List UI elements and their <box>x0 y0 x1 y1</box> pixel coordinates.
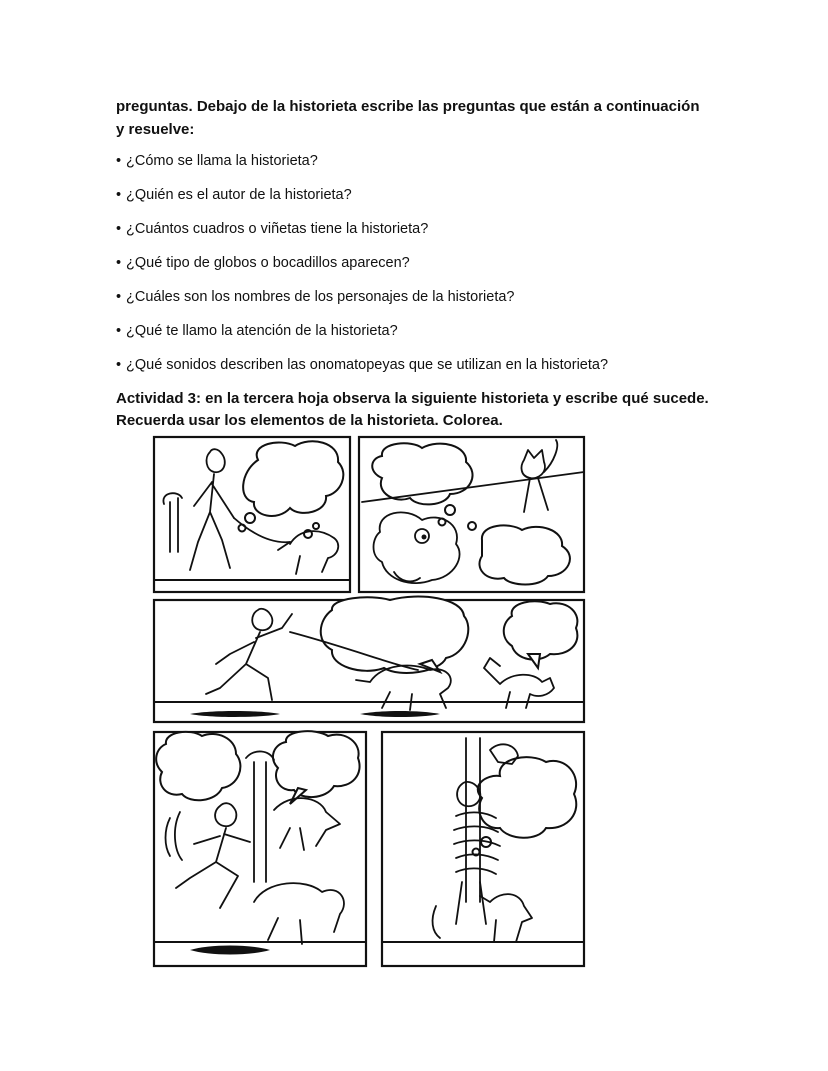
intro-line-2: y resuelve: <box>116 121 195 138</box>
question-text: ¿Qué te llamo la atención de la historieta? <box>126 323 398 339</box>
activity-line-2: Recuerda usar los elementos de la historieta. Colorea. <box>116 412 503 429</box>
question-text: ¿Quién es el autor de la historieta? <box>126 187 352 203</box>
bullet-icon: • <box>116 255 122 271</box>
question-text: ¿Qué tipo de globos o bocadillos aparecen? <box>126 255 410 271</box>
list-item <box>116 252 736 286</box>
comic-panel-1 <box>154 437 350 592</box>
list-item <box>116 320 736 354</box>
list-item <box>116 150 736 184</box>
list-item <box>116 218 736 252</box>
intro-paragraph <box>116 95 726 141</box>
list-item <box>116 286 736 320</box>
list-item <box>116 184 736 218</box>
question-text: ¿Cuáles son los nombres de los personajes de la historieta? <box>126 289 515 305</box>
activity-3-instructions <box>116 388 736 432</box>
question-text: ¿Cuántos cuadros o viñetas tiene la historieta? <box>126 221 429 237</box>
comic-strip-illustration <box>150 432 590 972</box>
questions-list <box>116 150 736 388</box>
question-text: ¿Qué sonidos describen las onomatopeyas que se utilizan en la historieta? <box>126 357 609 373</box>
comic-panel-5 <box>382 732 584 966</box>
comic-panel-2 <box>359 437 584 592</box>
bullet-icon: • <box>116 289 122 305</box>
comic-panel-3 <box>154 597 584 722</box>
bullet-icon: • <box>116 187 122 203</box>
bullet-icon: • <box>116 357 122 373</box>
bullet-icon: • <box>116 323 122 339</box>
question-text: ¿Cómo se llama la historieta? <box>126 153 318 169</box>
bullet-icon: • <box>116 221 122 237</box>
comic-panel-4 <box>154 731 366 966</box>
list-item <box>116 354 736 388</box>
bullet-icon: • <box>116 153 122 169</box>
activity-line-1: Actividad 3: en la tercera hoja observa la siguiente historieta y escribe qué sucede. <box>116 390 709 407</box>
intro-line-1: preguntas. Debajo de la historieta escribe las preguntas que están a continuación <box>116 98 700 115</box>
